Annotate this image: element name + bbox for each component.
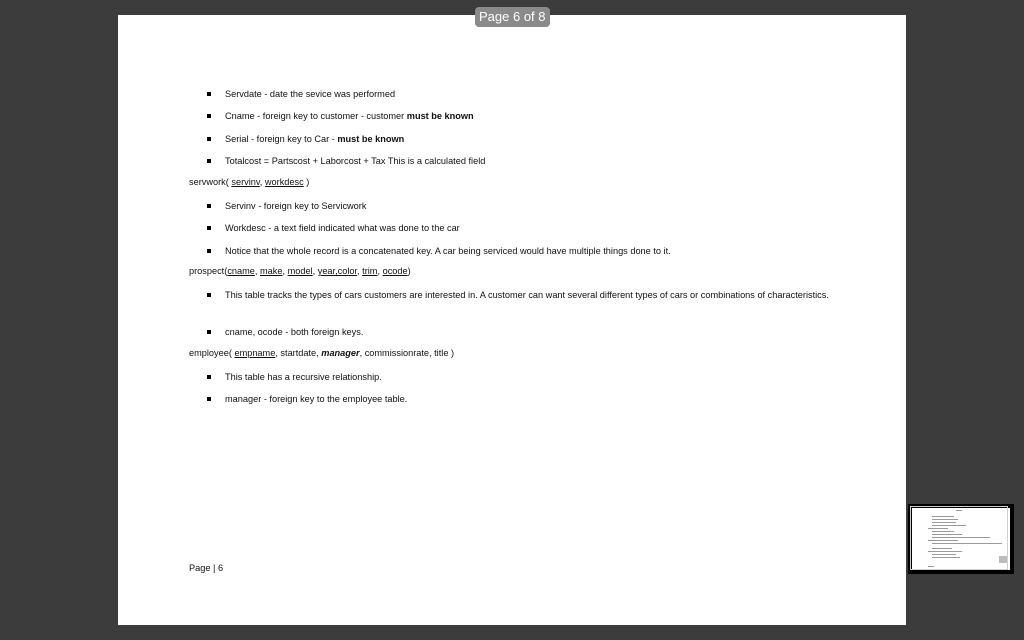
page-thumbnail-navigator[interactable] <box>908 504 1014 574</box>
bullet-marker <box>207 397 211 401</box>
bullet-marker <box>207 226 211 230</box>
page-footer: Page | 6 <box>189 563 224 573</box>
bullet-marker <box>207 137 211 141</box>
bullet-marker <box>207 92 211 96</box>
bullet-marker <box>207 375 211 379</box>
table-heading-prospect: prospect(cname, make, model, year,color, trim, ocode) <box>189 266 411 276</box>
list-item: manager - foreign key to the employee table. <box>225 394 408 404</box>
table-heading-servwork: servwork( servinv, workdesc ) <box>189 177 310 187</box>
bullet-marker <box>207 330 211 334</box>
bullet-marker <box>207 204 211 208</box>
list-item: Totalcost = Partscost + Laborcost + Tax This is a calculated field <box>225 156 486 166</box>
page-indicator: Page 6 of 8 <box>475 7 550 27</box>
document-body <box>118 15 906 625</box>
list-item: This table tracks the types of cars customers are interested in. A customer can want several different types of cars or combinations of characteristics. <box>225 290 829 300</box>
thumbnail-scroll-handle[interactable] <box>999 556 1007 563</box>
bullet-marker <box>207 159 211 163</box>
bullet-marker <box>207 293 211 297</box>
list-item: Cname - foreign key to customer - customer must be known <box>225 111 474 121</box>
document-page <box>118 15 906 625</box>
list-item: cname, ocode - both foreign keys. <box>225 327 364 337</box>
list-item: Servinv - foreign key to Servicwork <box>225 201 367 211</box>
thumbnail-viewport-frame[interactable] <box>910 506 1008 570</box>
list-item: Serial - foreign key to Car - must be known <box>225 134 405 144</box>
bullet-marker <box>207 249 211 253</box>
list-item: Servdate - date the sevice was performed <box>225 89 396 99</box>
table-heading-employee: employee( empname, startdate, manager, commissionrate, title ) <box>189 348 455 358</box>
list-item: Workdesc - a text field indicated what was done to the car <box>225 223 460 233</box>
list-item: Notice that the whole record is a concatenated key. A car being serviced would have multiple things done to it. <box>225 246 671 256</box>
list-item: This table has a recursive relationship. <box>225 372 382 382</box>
bullet-marker <box>207 114 211 118</box>
